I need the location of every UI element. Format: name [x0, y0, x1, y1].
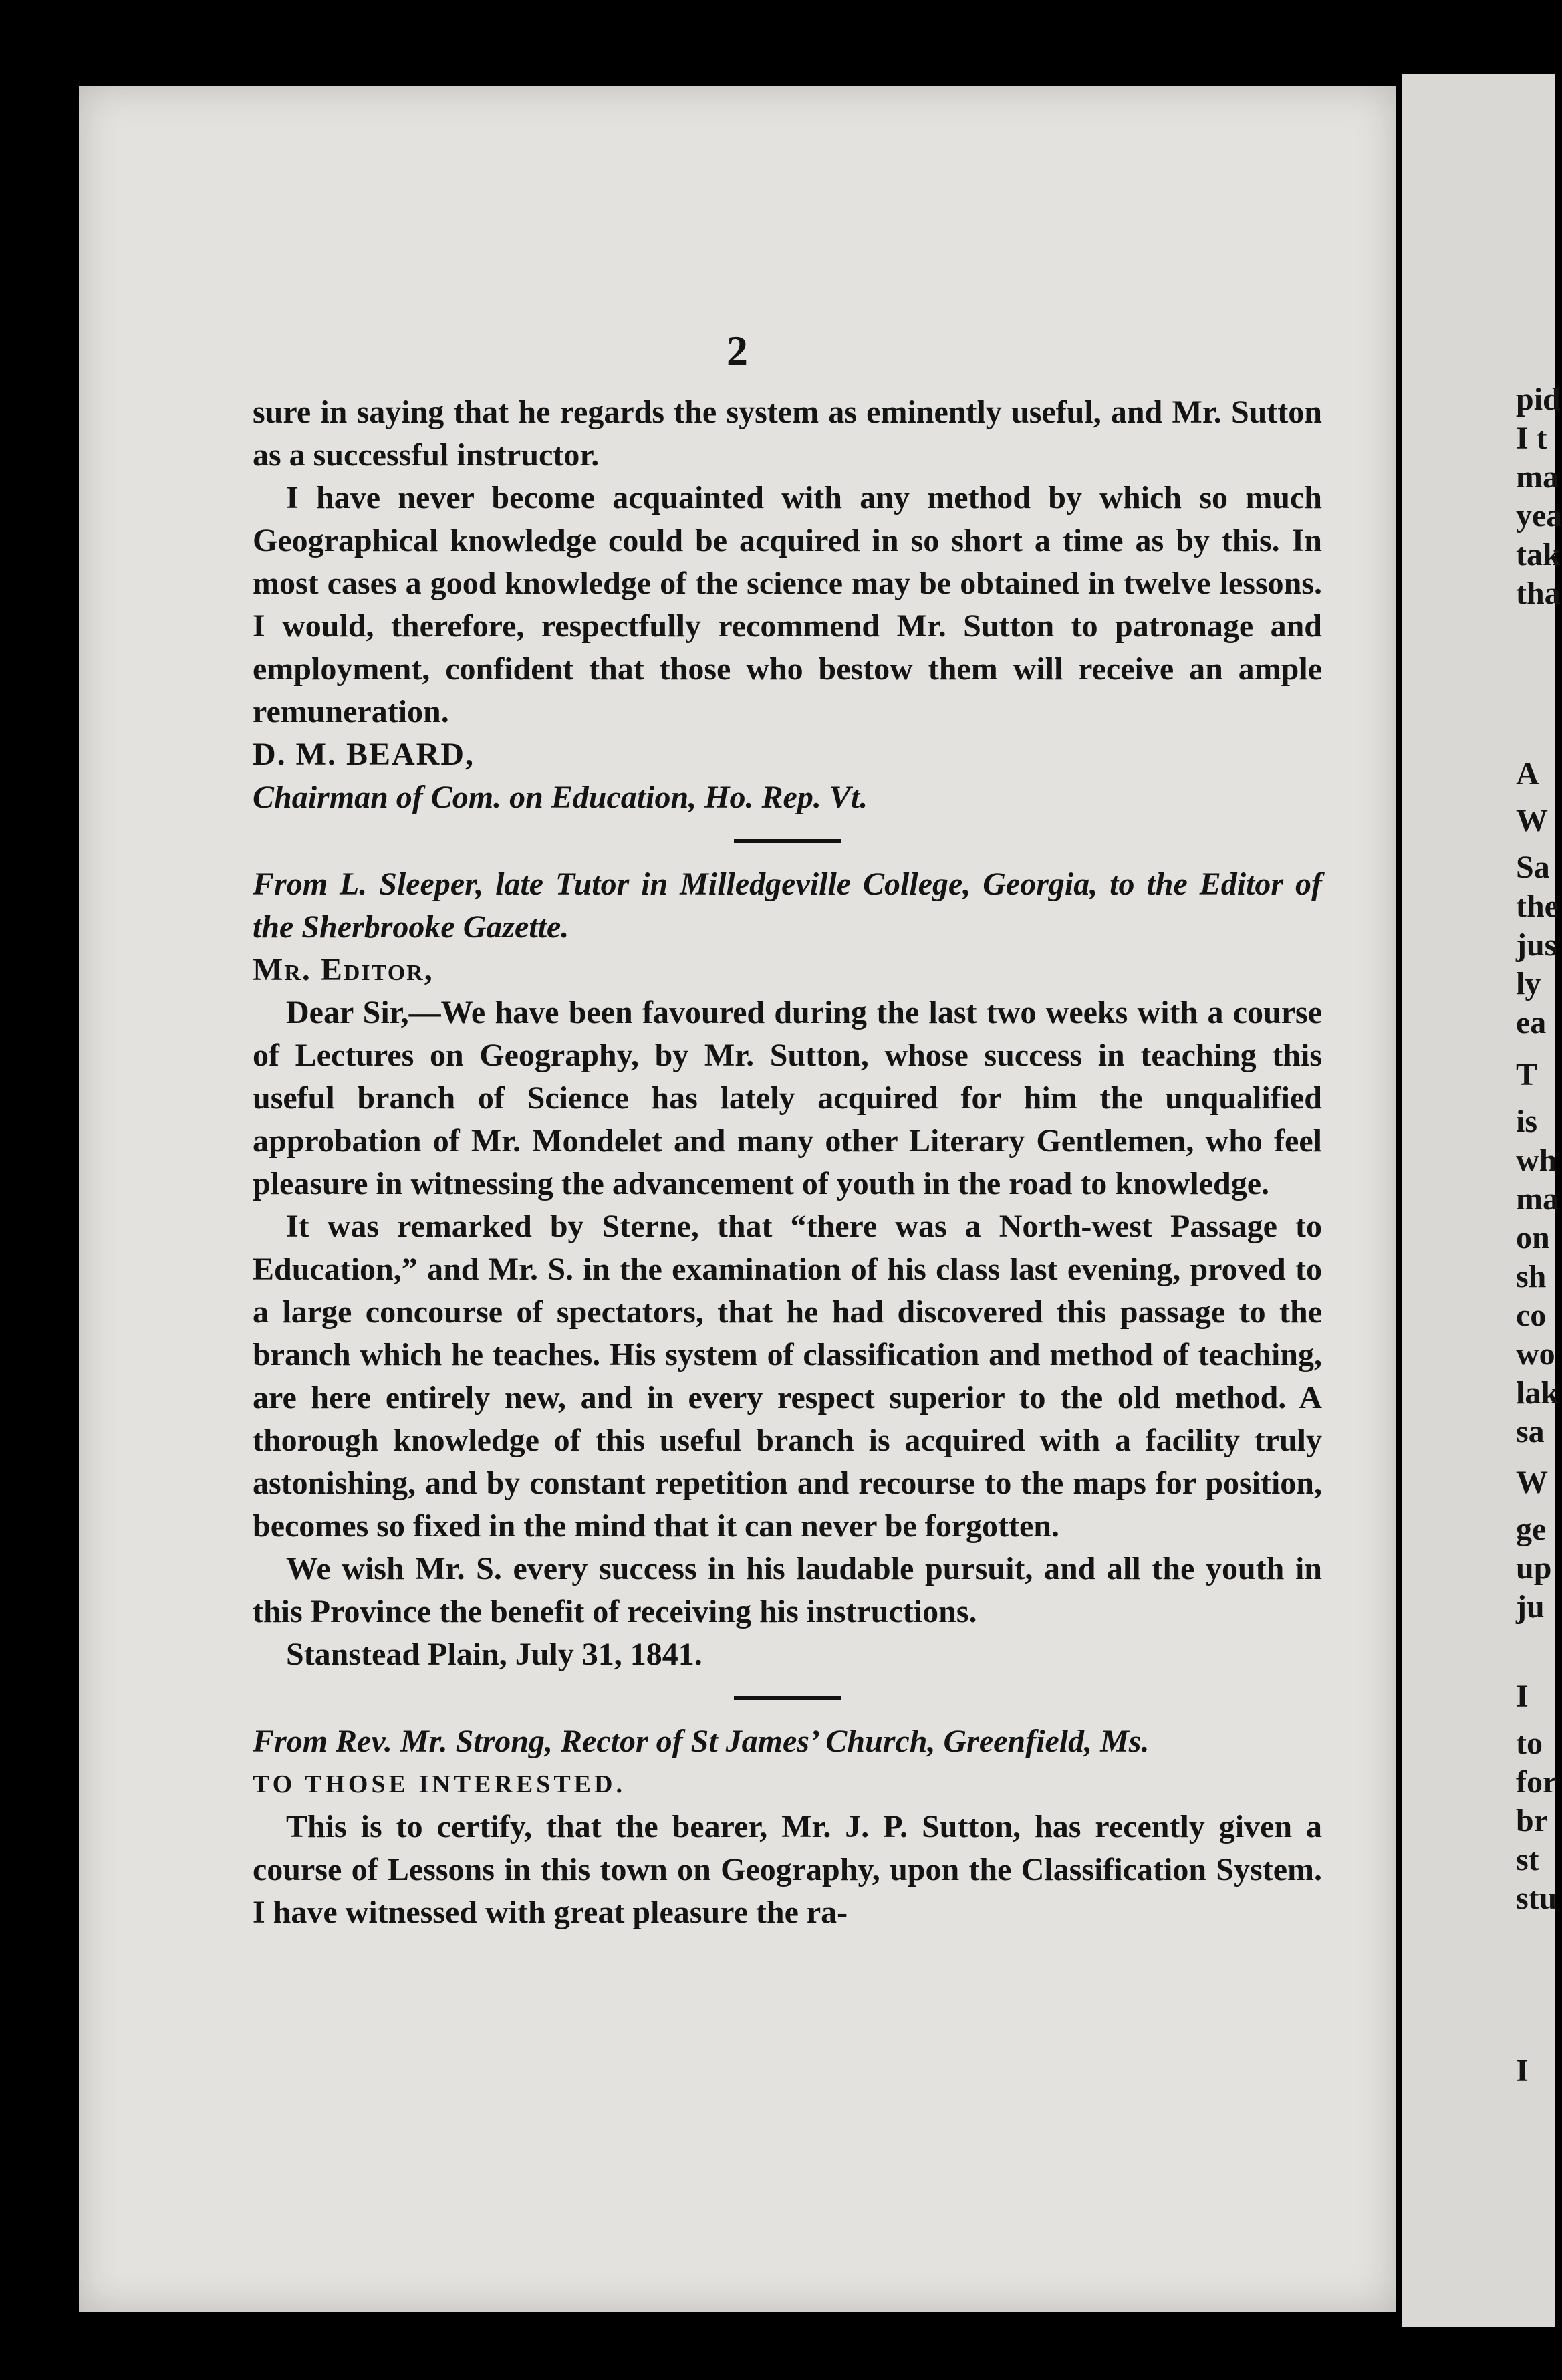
signature-name: D. M. BEARD,	[253, 737, 475, 772]
fragment: tak	[1516, 537, 1561, 572]
fragment: pid	[1516, 382, 1561, 417]
paragraph: sure in saying that he regards the system as eminently useful, and Mr. Sutton as a successful instructor.	[253, 394, 1322, 473]
fragment: br	[1516, 1803, 1548, 1838]
fragment: W	[1516, 803, 1548, 838]
fragment: is	[1516, 1104, 1538, 1139]
fragment: on	[1516, 1220, 1550, 1256]
page-number: 2	[727, 327, 748, 374]
paragraph: Dear Sir,—We have been favoured during the last two weeks with a course of Lectures on Geography, by Mr. Sutton, whose success in teaching this useful branch of Science has lately acquired for him the unqualified approbation of Mr. Mondelet and many other Literary Gentlemen, who feel pleasure in witnessing the advancement of youth in the road to knowledge.	[253, 995, 1322, 1201]
place-date: Stanstead Plain, July 31, 1841.	[286, 1637, 702, 1672]
fragment: ge	[1516, 1512, 1547, 1547]
fragment: jus	[1516, 927, 1557, 963]
salutation: Mr. Editor,	[253, 952, 434, 987]
fragment: ju	[1516, 1589, 1545, 1625]
section-divider	[734, 839, 841, 843]
fragment: I	[1516, 2053, 1529, 2089]
paragraph: I have never become acquainted with any method by which so much Geographical knowledge could be acquired in so short a time as by this. In most cases a good knowledge of the science may be obtained in twelve lessons. I would, therefore, respectfully recommend Mr. Sutton to patronage and employment, confident that those who bestow them will receive an ample remuneration.	[253, 480, 1322, 729]
section-divider	[734, 1696, 841, 1700]
fragment: I t	[1516, 421, 1547, 456]
fragment: co	[1516, 1298, 1547, 1333]
fragment: ea	[1516, 1005, 1547, 1040]
fragment: sh	[1516, 1259, 1547, 1294]
fragment: tha	[1516, 576, 1561, 611]
facing-page	[1402, 74, 1562, 2327]
fragment: ma	[1516, 1181, 1559, 1217]
fragment: the	[1516, 888, 1559, 924]
paragraph: We wish Mr. S. every success in his laudable pursuit, and all the youth in this Province the benefit of receiving his instructions.	[253, 1551, 1322, 1629]
paragraph: It was remarked by Sterne, that “there was a North-west Passage to Education,” and Mr. S. in the examination of his class last evening, proved to a large concourse of spectators, that he had discovered this passage to the branch which he teaches. His system of classification and method of teaching, are here entirely new, and in every respect superior to the old method. A thorough knowledge of this useful branch is acquired with a facility truly astonishing, and by constant repetition and recourse to the maps for position, becomes so fixed in the mind that it can never be forgotten.	[253, 1209, 1322, 1544]
fragment: Sa	[1516, 850, 1550, 885]
fragment: up	[1516, 1550, 1552, 1586]
fragment: sa	[1516, 1414, 1545, 1449]
page-text	[253, 391, 1322, 1934]
fragment: yea	[1516, 498, 1562, 533]
fragment: stu	[1516, 1881, 1557, 1916]
fragment: st	[1516, 1842, 1539, 1877]
letter-heading: From L. Sleeper, late Tutor in Milledgeville College, Georgia, to the Editor of the Sherbrooke Gazette.	[253, 866, 1322, 945]
fragment: W	[1516, 1465, 1548, 1500]
fragment: T	[1516, 1057, 1538, 1092]
fragment: for	[1516, 1764, 1557, 1800]
letter-heading: From Rev. Mr. Strong, Rector of St James’ Church, Greenfield, Ms.	[253, 1723, 1150, 1759]
signature-title: Chairman of Com. on Education, Ho. Rep. Vt.	[253, 780, 868, 815]
paragraph: This is to certify, that the bearer, Mr. J. P. Sutton, has recently given a course of Lessons in this town on Geography, upon the Classification System. I have witnessed with great pleasure the ra-	[253, 1809, 1322, 1930]
fragment: ma	[1516, 459, 1559, 495]
fragment: wh	[1516, 1143, 1557, 1178]
fragment: to	[1516, 1726, 1543, 1761]
fragment: I	[1516, 1679, 1529, 1714]
fragment: lak	[1516, 1375, 1559, 1411]
fragment: A	[1516, 756, 1539, 792]
fragment: ly	[1516, 966, 1541, 1001]
letter-subheading: TO THOSE INTERESTED.	[253, 1770, 626, 1798]
fragment: wo	[1516, 1336, 1555, 1372]
